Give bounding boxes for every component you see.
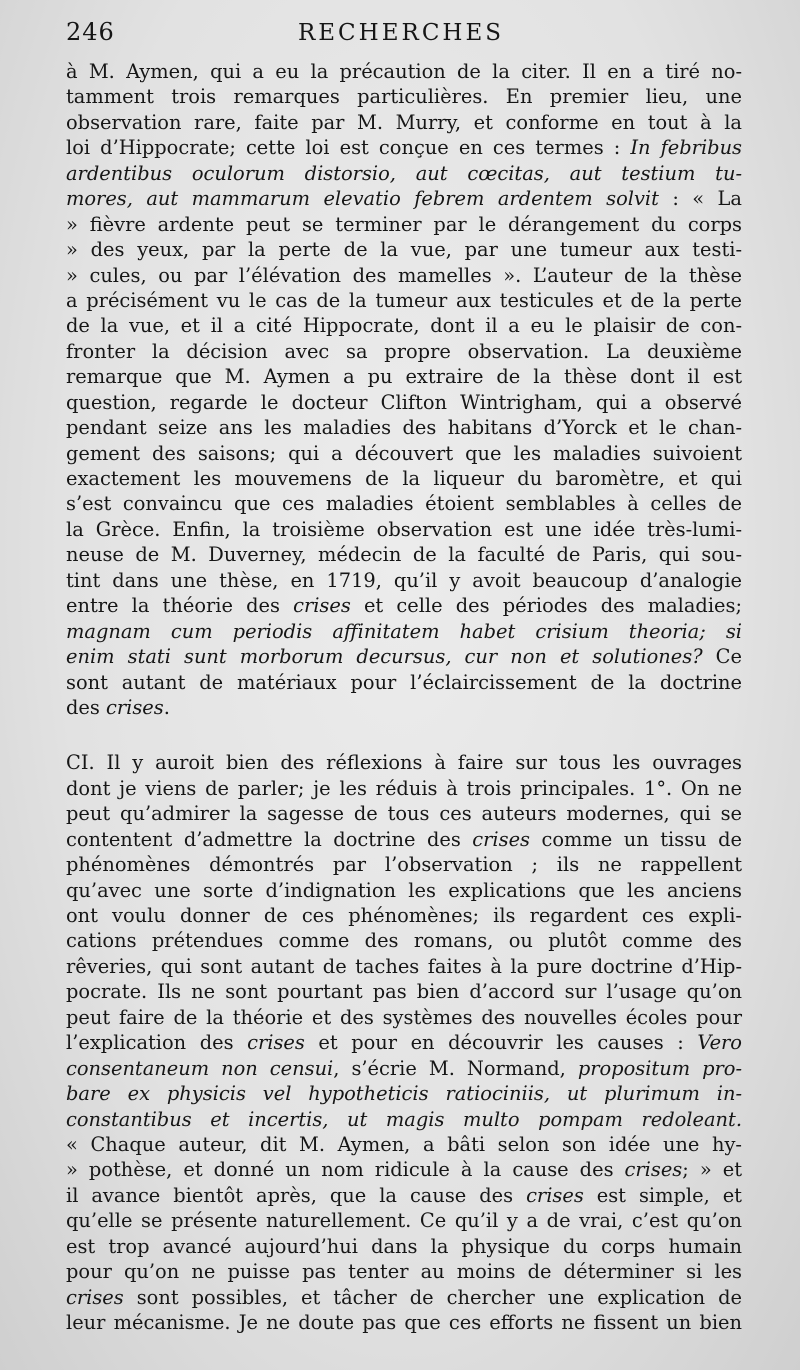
- text-line: loi d’Hippocrate; cette loi est conçue en ces termes : In febribus: [66, 136, 743, 160]
- text-line: » pothèse, et donné un nom ridicule à la cause des crises; » et: [66, 1158, 742, 1182]
- text-line: entre la théorie des crises et celle des périodes des maladies;: [66, 594, 742, 618]
- text-line: contentent d’admettre la doctrine des crises comme un tissu de: [66, 827, 743, 851]
- text-line: ardentibus oculorum distorsio, aut cœcitas, aut testium tu-: [66, 161, 742, 185]
- text-line: s’est convaincu que ces maladies étoient semblables à celles de: [66, 492, 742, 516]
- text-line: dont je viens de parler; je les réduis à trois principales. 1°. On ne: [66, 776, 742, 800]
- text-line: phénomènes démontrés par l’observation ; ils ne rappellent: [66, 853, 742, 877]
- paragraph-2: [66, 750, 742, 1335]
- text-line: » cules, ou par l’élévation des mamelles ». L’auteur de la thèse: [66, 263, 742, 287]
- text-line: rêveries, qui sont autant de taches faites à la pure doctrine d’Hip-: [66, 954, 742, 978]
- text-line: peut qu’admirer la sagesse de tous ces auteurs modernes, qui se: [66, 802, 742, 826]
- text-line: magnam cum periodis affinitatem habet crisium theoria; si: [66, 619, 742, 643]
- text-line: pendant seize ans les maladies des habitans d’Yorck et le chan-: [66, 416, 742, 440]
- text-line: mores, aut mammarum elevatio febrem ardentem solvit : « La: [66, 187, 742, 211]
- text-line: tamment trois remarques particulières. En premier lieu, une: [66, 85, 742, 109]
- text-line: pocrate. Ils ne sont pourtant pas bien d’accord sur l’usage qu’on: [66, 980, 742, 1004]
- text-line: « Chaque auteur, dit M. Aymen, a bâti selon son idée une hy-: [66, 1132, 742, 1156]
- text-line: bare ex physicis vel hypotheticis ratiociniis, ut plurimum in-: [66, 1082, 742, 1106]
- text-line: à M. Aymen, qui a eu la précaution de la citer. Il en a tiré no-: [66, 60, 742, 83]
- text-line: la Grèce. Enfin, la troisième observation est une idée très-lumi-: [66, 517, 742, 541]
- text-line: exactement les mouvemens de la liqueur du baromètre, et qui: [66, 467, 742, 490]
- text-line: peut faire de la théorie et des systèmes des nouvelles écoles pour: [66, 1005, 742, 1029]
- text-line: leur mécanisme. Je ne doute pas que ces efforts ne fissent un bien: [66, 1311, 742, 1334]
- text-line: il avance bientôt après, que la cause des crises est simple, et: [66, 1183, 742, 1207]
- text-line: est trop avancé aujourd’hui dans la physique du corps humain: [66, 1234, 742, 1258]
- text-line: pour qu’on ne puisse pas tenter au moins de déterminer si les: [66, 1260, 742, 1284]
- text-line: observation rare, faite par M. Murry, et conforme en tout à la: [66, 110, 742, 134]
- text-line: enim stati sunt morborum decursus, cur non et solutiones? Ce: [66, 645, 742, 669]
- text-line: fronter la décision avec sa propre observation. La deuxième: [66, 339, 742, 363]
- text-line: sont autant de matériaux pour l’éclaircissement de la doctrine: [66, 670, 742, 694]
- text-line: des crises.: [66, 695, 170, 719]
- text-line: l’explication des crises et pour en découvrir les causes : Vero: [66, 1031, 742, 1055]
- page-header: [66, 14, 736, 54]
- text-line: » fièvre ardente peut se terminer par le dérangement du corps: [66, 212, 742, 236]
- text-line: tint dans une thèse, en 1719, qu’il y avoit beaucoup d’analogie: [66, 568, 742, 592]
- text-line: constantibus et incertis, ut magis multo pompam redoleant.: [66, 1107, 742, 1131]
- text-line: qu’avec une sorte d’indignation les explications que les anciens: [66, 878, 742, 902]
- text-line: remarque que M. Aymen a pu extraire de la thèse dont il est: [66, 365, 742, 389]
- text-line: crises sont possibles, et tâcher de chercher une explication de: [66, 1285, 742, 1309]
- text-line: consentaneum non censui, s’écrie M. Normand, propositum pro-: [66, 1056, 742, 1080]
- text-line: ont voulu donner de ces phénomènes; ils regardent ces expli-: [66, 904, 742, 927]
- text-line: » des yeux, par la perte de la vue, par une tumeur aux testi-: [66, 238, 742, 262]
- text-line: a précisément vu le cas de la tumeur aux testicules et de la perte: [66, 288, 742, 312]
- paragraph-gap: [66, 720, 742, 750]
- running-head: RECHERCHES: [297, 20, 505, 46]
- text-line: gement des saisons; qui a découvert que les maladies suivoient: [66, 441, 742, 465]
- text-line: neuse de M. Duverney, médecin de la faculté de Paris, qui sou-: [66, 543, 742, 567]
- text-line: de la vue, et il a cité Hippocrate, dont il a eu le plaisir de con-: [66, 314, 742, 338]
- text-line: cations prétendues comme des romans, ou plutôt comme des: [66, 929, 742, 953]
- text-line: CI. Il y auroit bien des réflexions à faire sur tous les ouvrages: [66, 751, 742, 775]
- text-line: qu’elle se présente naturellement. Ce qu’il y a de vrai, c’est qu’on: [66, 1209, 742, 1233]
- body-text: [66, 59, 742, 1335]
- page-number: 246: [66, 18, 115, 46]
- text-line: question, regarde le docteur Clifton Wintrigham, qui a observé: [66, 390, 742, 414]
- paragraph-1: [66, 59, 742, 720]
